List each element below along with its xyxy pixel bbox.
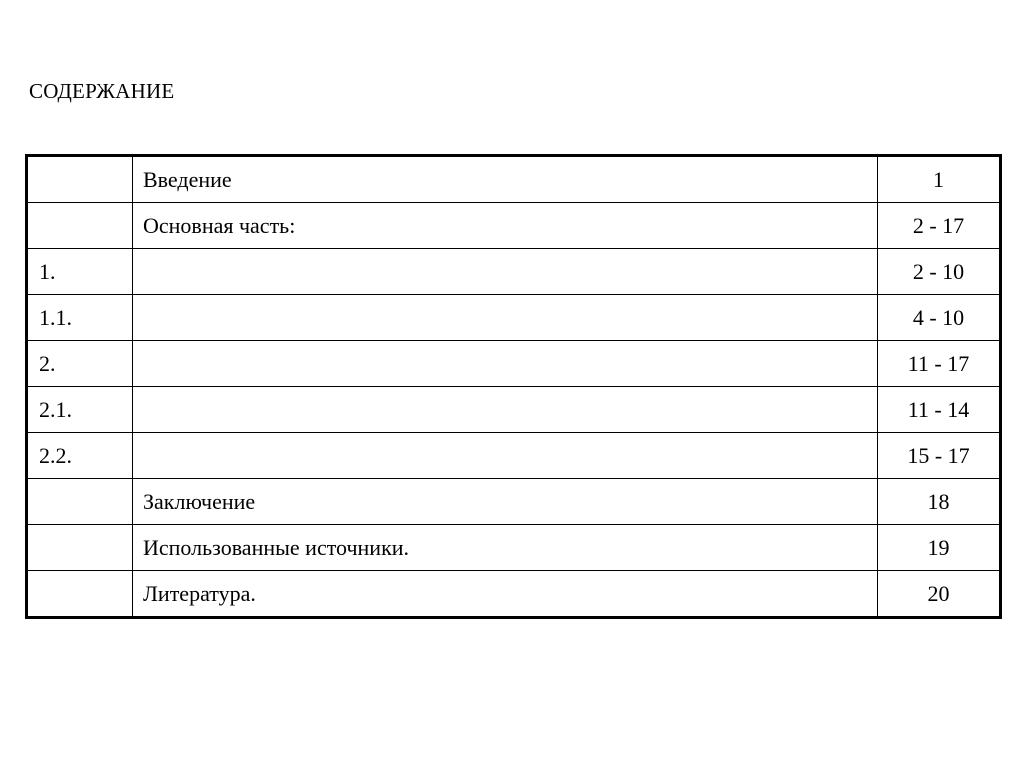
table-row <box>27 479 1001 525</box>
section-number-cell: 2.2. <box>27 433 133 479</box>
section-number-cell: 2. <box>27 341 133 387</box>
section-title-cell: Основная часть: <box>133 203 878 249</box>
section-number-cell <box>27 571 133 618</box>
section-number-cell <box>27 479 133 525</box>
section-title-cell: Введение <box>133 156 878 203</box>
section-number-cell <box>27 156 133 203</box>
table-of-contents <box>25 154 1002 619</box>
section-title-cell: Использованные источники. <box>133 525 878 571</box>
page-range-cell: 20 <box>878 571 1001 618</box>
section-title-cell: Литература. <box>133 571 878 618</box>
section-number-cell: 1.1. <box>27 295 133 341</box>
section-title-cell <box>133 249 878 295</box>
section-title-cell <box>133 387 878 433</box>
table-row <box>27 295 1001 341</box>
section-title-cell <box>133 433 878 479</box>
page-range-cell: 2 - 17 <box>878 203 1001 249</box>
section-title-cell: Заключение <box>133 479 878 525</box>
page-range-cell: 18 <box>878 479 1001 525</box>
page-range-cell: 11 - 17 <box>878 341 1001 387</box>
page-range-cell: 19 <box>878 525 1001 571</box>
section-number-cell <box>27 525 133 571</box>
page-range-cell: 4 - 10 <box>878 295 1001 341</box>
section-title-cell <box>133 295 878 341</box>
table-row <box>27 203 1001 249</box>
table-row <box>27 249 1001 295</box>
page-title: СОДЕРЖАНИЕ <box>29 79 175 103</box>
section-title-cell <box>133 341 878 387</box>
page-range-cell: 11 - 14 <box>878 387 1001 433</box>
table-row <box>27 525 1001 571</box>
page-range-cell: 1 <box>878 156 1001 203</box>
page-range-cell: 2 - 10 <box>878 249 1001 295</box>
table-row <box>27 387 1001 433</box>
section-number-cell: 1. <box>27 249 133 295</box>
table-row <box>27 341 1001 387</box>
section-number-cell <box>27 203 133 249</box>
section-number-cell: 2.1. <box>27 387 133 433</box>
table-row <box>27 433 1001 479</box>
page-range-cell: 15 - 17 <box>878 433 1001 479</box>
table-row <box>27 156 1001 203</box>
table-row <box>27 571 1001 618</box>
